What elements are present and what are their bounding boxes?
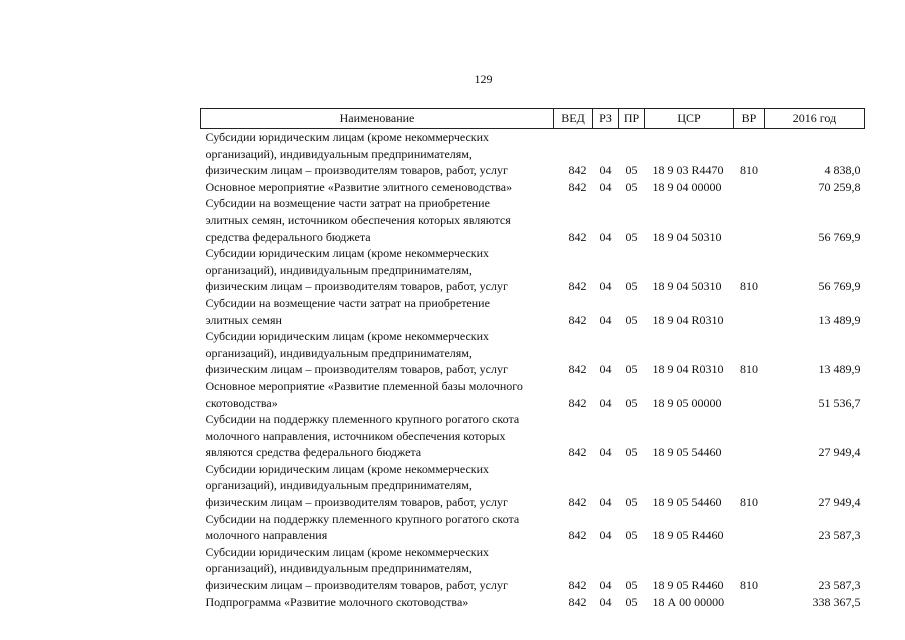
row-rz: 04 (599, 445, 612, 460)
row-vr (734, 179, 765, 196)
row-pr: 05 (625, 528, 638, 543)
row-ved: 842 (568, 179, 587, 194)
row-name-line: элитных семян, источником обеспечения которых являются (205, 212, 511, 227)
row-name-line: скотоводства» (205, 395, 278, 410)
table-row (201, 245, 865, 295)
row-pr: 05 (625, 578, 638, 593)
row-sum: 70 259,8 (818, 179, 861, 194)
row-rz: 04 (599, 179, 612, 194)
row-ved: 842 (568, 578, 587, 593)
row-name-line: физическим лицам – производителям товаров, работ, услуг (205, 495, 508, 510)
row-name-line: Субсидии юридическим лицам (кроме некоммерческих (205, 246, 490, 261)
row-name-line: молочного направления, источником обеспечения которых (205, 428, 506, 443)
table-row (201, 461, 865, 511)
row-name (201, 179, 554, 196)
row-sum: 23 587,3 (818, 578, 861, 593)
row-vr (734, 295, 765, 328)
row-pr: 05 (625, 395, 638, 410)
table-row (201, 328, 865, 378)
row-name-line: молочного направления (205, 528, 328, 543)
row-name (201, 245, 554, 295)
row-rz: 04 (599, 528, 612, 543)
table-row (201, 594, 865, 611)
row-name-line: Основное мероприятие «Развитие племенной базы молочного (205, 378, 523, 393)
row-name-line: организаций), индивидуальным предпринимателям, (205, 478, 472, 493)
row-ved: 842 (568, 445, 587, 460)
row-csr: 18 9 04 R0310 (652, 312, 724, 327)
header-rz: РЗ (593, 109, 619, 129)
row-vr (734, 594, 765, 611)
row-rz: 04 (599, 395, 612, 410)
row-name-line: организаций), индивидуальным предпринимателям, (205, 146, 472, 161)
row-name-line: элитных семян (205, 312, 282, 327)
budget-table (200, 108, 865, 610)
row-vr: 810 (740, 495, 758, 510)
row-vr (734, 511, 765, 544)
row-name (201, 544, 554, 594)
row-name-line: средства федерального бюджета (205, 229, 371, 244)
row-name-line: организаций), индивидуальным предпринимателям, (205, 345, 472, 360)
table-header (201, 109, 865, 129)
table-row (201, 179, 865, 196)
row-name-line: Субсидии на возмещение части затрат на приобретение (205, 295, 490, 310)
row-ved: 842 (568, 594, 587, 609)
row-name-line: Субсидии на поддержку племенного крупного рогатого скота (205, 412, 520, 427)
header-csr: ЦСР (645, 109, 734, 129)
row-name-line: Субсидии юридическим лицам (кроме некоммерческих (205, 544, 490, 559)
table-row (201, 378, 865, 411)
row-pr: 05 (625, 312, 638, 327)
row-name-line: Субсидии на поддержку племенного крупного рогатого скота (205, 511, 520, 526)
row-name-line: физическим лицам – производителям товаров, работ, услуг (205, 163, 508, 178)
row-vr: 810 (740, 279, 758, 294)
row-csr: 18 9 04 00000 (652, 179, 722, 194)
row-sum: 13 489,9 (818, 362, 861, 377)
row-pr: 05 (625, 279, 638, 294)
row-pr: 05 (625, 594, 638, 609)
row-name-line: Подпрограмма «Развитие молочного скотоводства» (205, 594, 469, 609)
row-sum: 56 769,9 (818, 229, 861, 244)
row-pr: 05 (625, 179, 638, 194)
row-csr: 18 9 04 50310 (652, 279, 722, 294)
table-row (201, 195, 865, 245)
row-csr: 18 9 05 R4460 (652, 578, 724, 593)
table-row (201, 544, 865, 594)
row-vr: 810 (740, 362, 758, 377)
row-ved: 842 (568, 229, 587, 244)
row-vr (734, 195, 765, 245)
row-pr: 05 (625, 362, 638, 377)
row-ved: 842 (568, 312, 587, 327)
row-csr: 18 А 00 00000 (652, 594, 725, 609)
header-sum: 2016 год (765, 109, 865, 129)
row-name-line: физическим лицам – производителям товаров, работ, услуг (205, 362, 508, 377)
row-name (201, 411, 554, 461)
row-sum: 27 949,4 (818, 495, 861, 510)
row-name (201, 378, 554, 411)
header-ved: ВЕД (554, 109, 593, 129)
row-sum: 13 489,9 (818, 312, 861, 327)
page-number: 129 (474, 72, 493, 86)
table-row (201, 295, 865, 328)
header-name: Наименование (201, 109, 554, 129)
row-pr: 05 (625, 229, 638, 244)
row-name-line: организаций), индивидуальным предпринимателям, (205, 262, 472, 277)
header-vr: ВР (734, 109, 765, 129)
row-name-line: Субсидии юридическим лицам (кроме некоммерческих (205, 461, 490, 476)
row-rz: 04 (599, 578, 612, 593)
row-csr: 18 9 05 54460 (652, 495, 722, 510)
row-rz: 04 (599, 163, 612, 178)
row-name (201, 594, 554, 611)
row-csr: 18 9 03 R4470 (652, 163, 724, 178)
row-vr (734, 378, 765, 411)
row-rz: 04 (599, 279, 612, 294)
header-row (201, 109, 865, 129)
row-sum: 338 367,5 (812, 594, 861, 609)
row-name-line: являются средства федерального бюджета (205, 445, 422, 460)
row-vr (734, 411, 765, 461)
header-pr: ПР (619, 109, 645, 129)
row-sum: 23 587,3 (818, 528, 861, 543)
row-name (201, 129, 554, 179)
row-pr: 05 (625, 495, 638, 510)
row-pr: 05 (625, 163, 638, 178)
table-row (201, 411, 865, 461)
row-name-line: Основное мероприятие «Развитие элитного семеноводства» (205, 179, 513, 194)
row-name (201, 511, 554, 544)
row-csr: 18 9 05 00000 (652, 395, 722, 410)
row-ved: 842 (568, 395, 587, 410)
row-sum: 56 769,9 (818, 279, 861, 294)
row-name-line: Субсидии юридическим лицам (кроме некоммерческих (205, 130, 490, 144)
row-ved: 842 (568, 163, 587, 178)
row-sum: 51 536,7 (818, 395, 861, 410)
row-name (201, 461, 554, 511)
row-rz: 04 (599, 495, 612, 510)
row-csr: 18 9 04 50310 (652, 229, 722, 244)
table-row (201, 129, 865, 179)
row-name (201, 328, 554, 378)
row-csr: 18 9 05 R4460 (652, 528, 724, 543)
row-ved: 842 (568, 495, 587, 510)
row-csr: 18 9 05 54460 (652, 445, 722, 460)
row-sum: 27 949,4 (818, 445, 861, 460)
row-pr: 05 (625, 445, 638, 460)
row-vr: 810 (740, 578, 758, 593)
row-name-line: Субсидии юридическим лицам (кроме некоммерческих (205, 329, 490, 344)
row-name (201, 195, 554, 245)
row-name-line: физическим лицам – производителям товаров, работ, услуг (205, 578, 508, 593)
row-ved: 842 (568, 528, 587, 543)
row-sum: 4 838,0 (824, 163, 861, 178)
row-rz: 04 (599, 229, 612, 244)
table-body (201, 129, 865, 611)
row-csr: 18 9 04 R0310 (652, 362, 724, 377)
row-ved: 842 (568, 279, 587, 294)
table-row (201, 511, 865, 544)
row-name-line: Субсидии на возмещение части затрат на приобретение (205, 196, 490, 211)
row-rz: 04 (599, 594, 612, 609)
row-name-line: физическим лицам – производителям товаров, работ, услуг (205, 279, 508, 294)
row-rz: 04 (599, 362, 612, 377)
row-rz: 04 (599, 312, 612, 327)
row-name (201, 295, 554, 328)
row-name-line: организаций), индивидуальным предпринимателям, (205, 561, 472, 576)
row-ved: 842 (568, 362, 587, 377)
row-vr: 810 (740, 163, 758, 178)
